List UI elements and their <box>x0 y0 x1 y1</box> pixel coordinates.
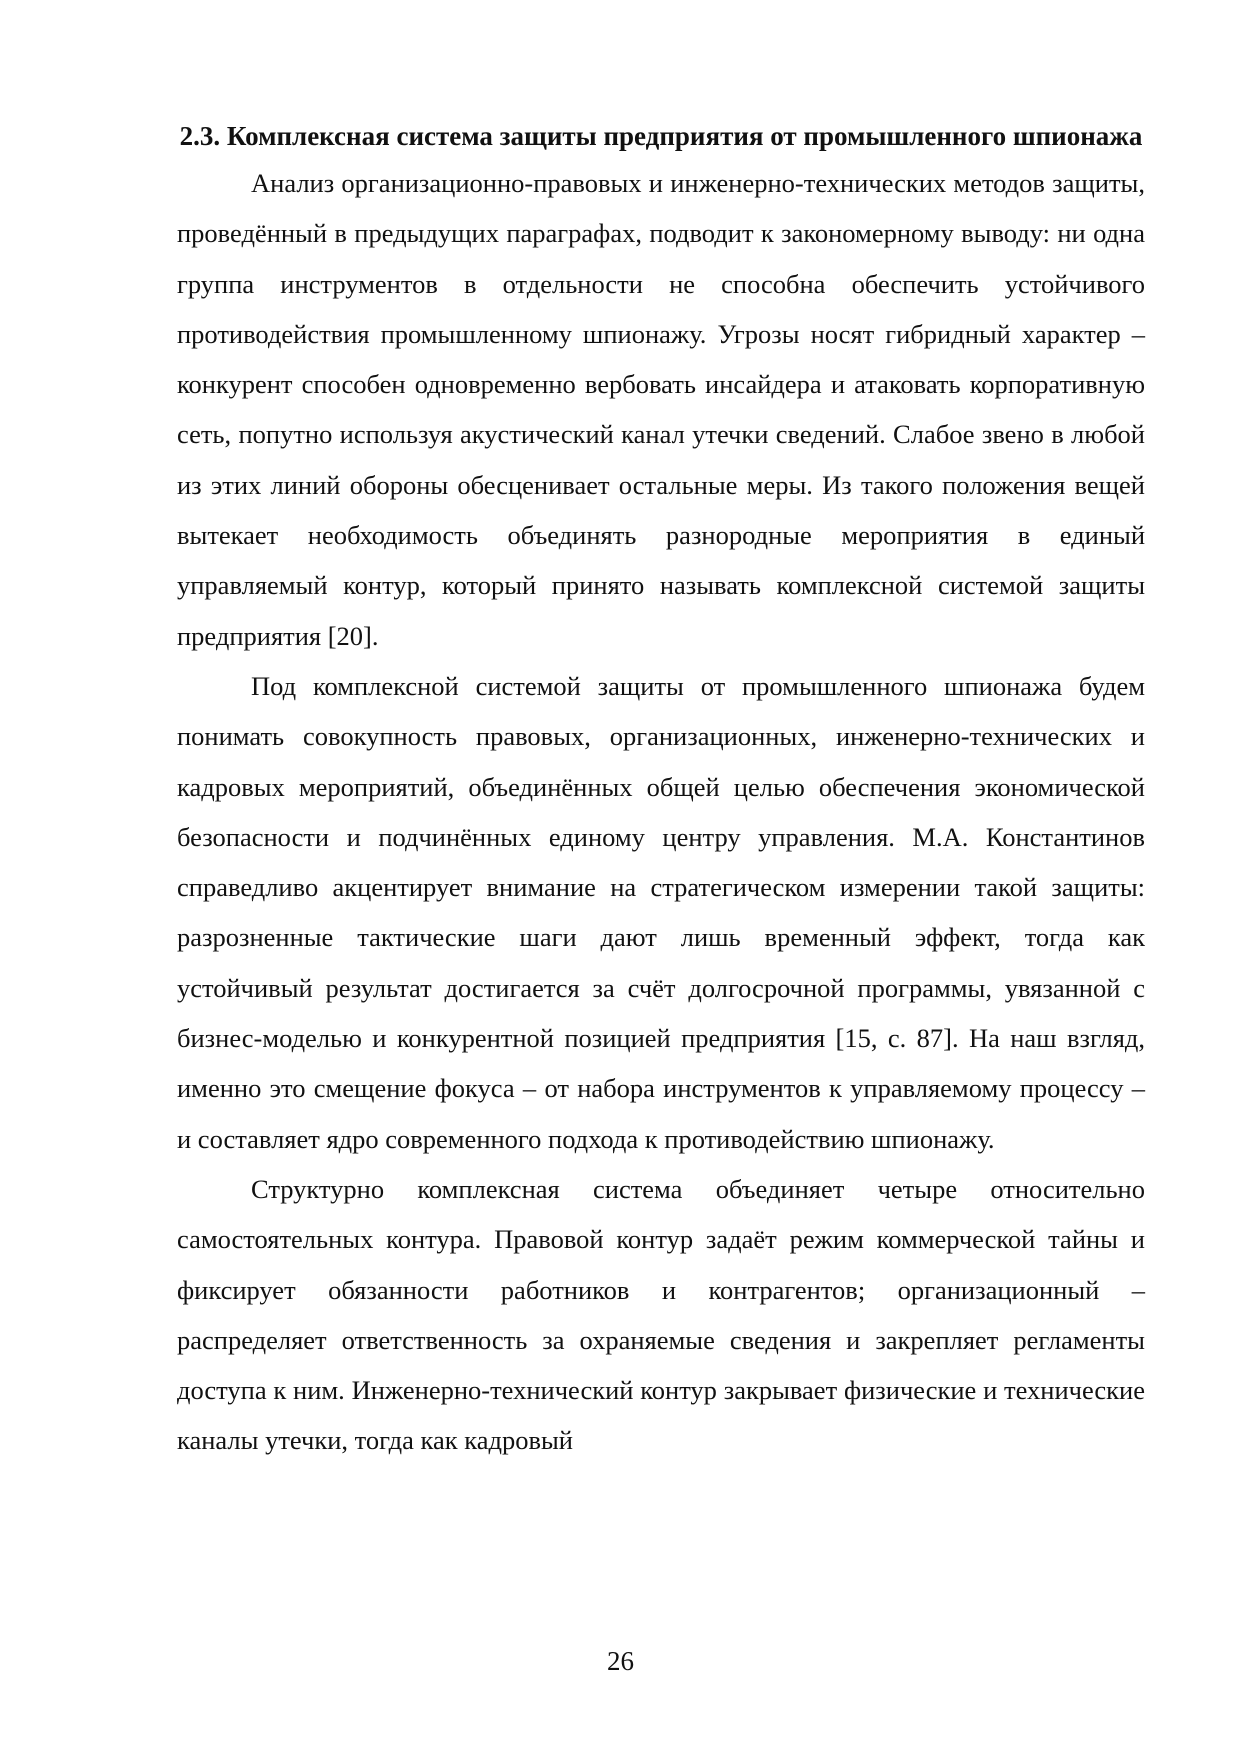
page-number: 26 <box>607 1646 634 1676</box>
page-body <box>177 119 1145 1466</box>
paragraph-1: Анализ организационно-правовых и инженерно-технических методов защиты, проведённый в предыдущих параграфах, подводит к закономерному выводу: ни одна группа инструментов в отдельности не способна обеспечить устойчивого противодействия промышленному шпионажу. Угрозы носят гибридный характер – конкурент способен одновременно вербовать инсайдера и атаковать корпоративную сеть, попутно используя акустический канал утечки сведений. Слабое звено в любой из этих линий обороны обесценивает остальные меры. Из такого положения вещей вытекает необходимость объединять разнородные мероприятия в единый управляемый контур, который принято называть комплексной системой защиты предприятия [20]. <box>177 168 1145 651</box>
section-heading: 2.3. Комплексная система защиты предприятия от промышленного шпионажа <box>179 121 1143 151</box>
paragraph-3: Структурно комплексная система объединяет четыре относительно самостоятельных контура. Правовой контур задаёт режим коммерческой тайны и фиксирует обязанности работников и контрагентов; организационный – распределяет ответственность за охраняемые сведения и закрепляет регламенты доступа к ним. Инженерно-технический контур закрывает физические и технические каналы утечки, тогда как кадровый <box>177 1173 1145 1456</box>
paragraph-2: Под комплексной системой защиты от промышленного шпионажа будем понимать совокупность правовых, организационных, инженерно-технических и кадровых мероприятий, объединённых общей целью обеспечения экономической безопасности и подчинённых единому центру управления. М.А. Константинов справедливо акцентирует внимание на стратегическом измерении такой защиты: разрозненные тактические шаги дают лишь временный эффект, тогда как устойчивый результат достигается за счёт долгосрочной программы, увязанной с бизнес-моделью и конкурентной позицией предприятия [15, с. 87]. На наш взгляд, именно это смещение фокуса – от набора инструментов к управляемому процессу – и составляет ядро современного подхода к противодействию шпионажу. <box>177 670 1145 1154</box>
